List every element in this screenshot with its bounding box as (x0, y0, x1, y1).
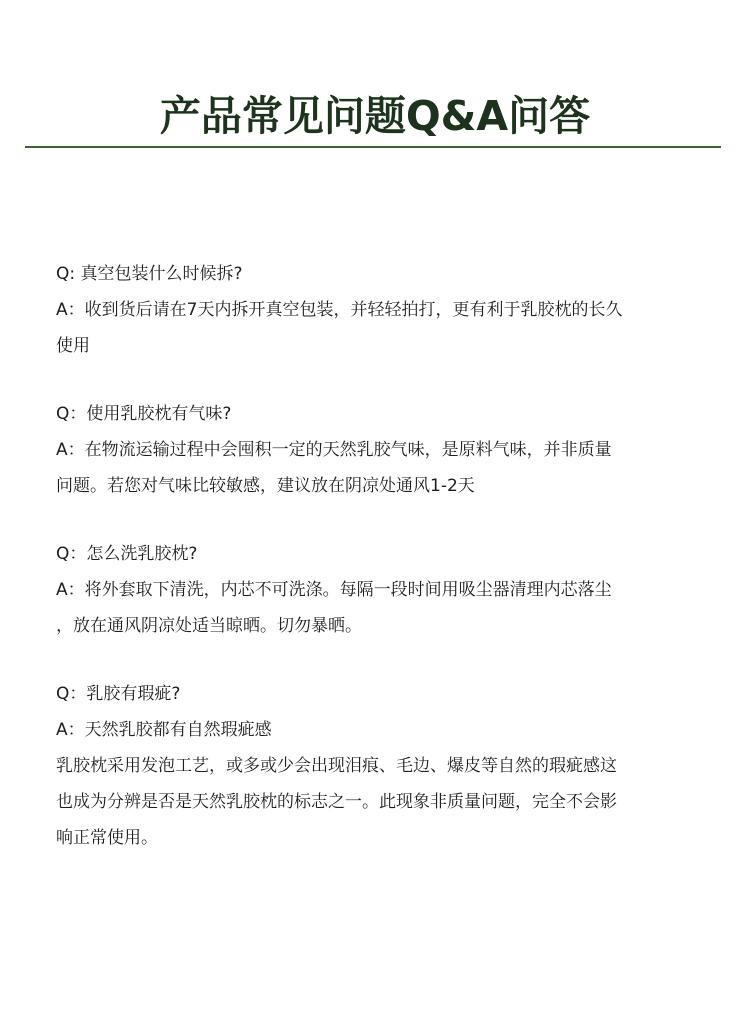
faq-answer-line: 响正常使用。 (56, 828, 158, 848)
faq-answer-line: 也成为分辨是否是天然乳胶枕的标志之一。此现象非质量问题，完全不会影 (56, 792, 617, 812)
faq-answer-line: 问题。若您对气味比较敏感，建议放在阴凉处通风1-2天 (56, 476, 475, 496)
faq-item-washing (56, 536, 696, 644)
faq-question: Q：怎么洗乳胶枕? (56, 544, 198, 564)
faq-answer-line: A：在物流运输过程中会囤积一定的天然乳胶气味，是原料气味，并非质量 (56, 440, 612, 460)
faq-item-vacuum-packaging (56, 256, 696, 364)
page-title: 产品常见问题Q&A问答 (159, 92, 591, 140)
faq-list (56, 256, 696, 888)
title-divider (25, 146, 721, 148)
faq-question: Q：使用乳胶枕有气味? (56, 404, 232, 424)
faq-answer-line: 使用 (56, 336, 90, 356)
faq-item-flaws (56, 676, 696, 856)
faq-answer-line: 乳胶枕采用发泡工艺，或多或少会出现泪痕、毛边、爆皮等自然的瑕疵感这 (56, 756, 617, 776)
faq-answer-line: ，放在通风阴凉处适当晾晒。切勿暴晒。 (56, 616, 362, 636)
faq-item-odor (56, 396, 696, 504)
faq-question: Q：乳胶有瑕疵? (56, 684, 181, 704)
faq-answer-line: A：将外套取下清洗，内芯不可洗涤。每隔一段时间用吸尘器清理内芯落尘 (56, 580, 612, 600)
faq-question: Q: 真空包装什么时候拆? (56, 264, 243, 284)
faq-answer-line: A：收到货后请在7天内拆开真空包装，并轻轻拍打，更有利于乳胶枕的长久 (56, 300, 623, 320)
faq-answer-line: A：天然乳胶都有自然瑕疵感 (56, 720, 272, 740)
